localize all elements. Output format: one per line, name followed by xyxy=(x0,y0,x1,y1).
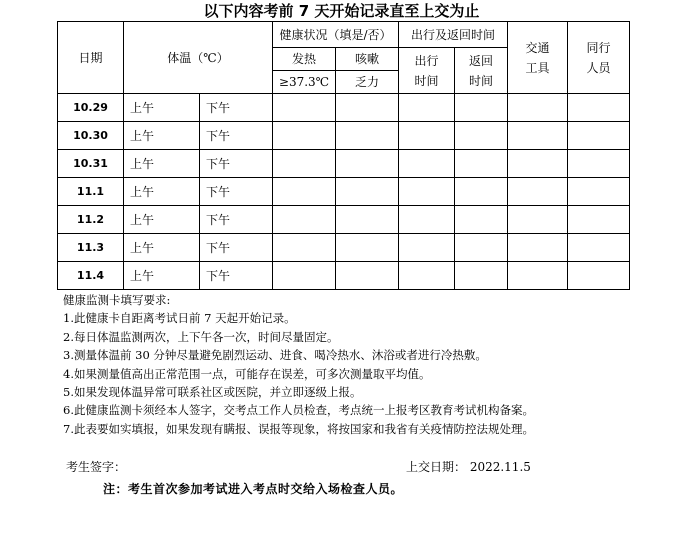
header-fever-threshold: ≥37.3℃ xyxy=(273,71,336,94)
cell-companions[interactable] xyxy=(568,94,630,122)
signature-label: 考生签字： xyxy=(66,460,127,474)
header-companions-text: 同行人员 xyxy=(586,40,611,75)
row-pm: 下午 xyxy=(200,94,273,122)
cell-fever[interactable] xyxy=(273,178,336,206)
table-row xyxy=(58,178,630,206)
table-row xyxy=(58,150,630,178)
cell-return[interactable] xyxy=(455,150,508,178)
cell-departure[interactable] xyxy=(399,122,455,150)
cell-cough[interactable] xyxy=(336,122,399,150)
row-pm: 下午 xyxy=(200,122,273,150)
cell-departure[interactable] xyxy=(399,234,455,262)
cell-fever[interactable] xyxy=(273,234,336,262)
cell-companions[interactable] xyxy=(568,262,630,290)
row-date: 11.3 xyxy=(58,234,124,262)
cell-departure[interactable] xyxy=(399,262,455,290)
requirement-item: 7.此表要如实填报，如果发现有瞒报、误报等现象，将按国家和我省有关疫情防控法规处理。 xyxy=(63,421,534,436)
row-date: 10.31 xyxy=(58,150,124,178)
cell-fever[interactable] xyxy=(273,94,336,122)
cell-companions[interactable] xyxy=(568,150,630,178)
header-transport-text: 交通工具 xyxy=(525,40,550,75)
header-companions xyxy=(568,22,630,94)
table-row xyxy=(58,206,630,234)
row-am: 上午 xyxy=(124,150,200,178)
requirements-heading: 健康监测卡填写要求: xyxy=(63,293,171,307)
row-am: 上午 xyxy=(124,262,200,290)
requirements-section xyxy=(63,291,663,438)
cell-return[interactable] xyxy=(455,122,508,150)
row-date: 11.1 xyxy=(58,178,124,206)
header-date: 日期 xyxy=(58,22,124,94)
requirement-item: 6.此健康监测卡须经本人签字，交考点工作人员检查，考点统一上报考区教育考试机构备案。 xyxy=(63,403,534,418)
row-pm: 下午 xyxy=(200,262,273,290)
cell-departure[interactable] xyxy=(399,94,455,122)
submit-date: 上交日期： 2022.11.5 xyxy=(406,460,531,474)
header-return xyxy=(455,48,508,94)
table-row xyxy=(58,122,630,150)
header-temperature: 体温（℃） xyxy=(124,22,273,94)
cell-departure[interactable] xyxy=(399,178,455,206)
cell-return[interactable] xyxy=(455,206,508,234)
cell-fever[interactable] xyxy=(273,206,336,234)
header-cough: 咳嗽 xyxy=(336,48,399,71)
requirement-item: 3.测量体温前 30 分钟尽量避免剧烈运动、进食、喝冷热水、沐浴或者进行冷热敷。 xyxy=(63,348,487,363)
cell-transport[interactable] xyxy=(508,178,568,206)
cell-transport[interactable] xyxy=(508,94,568,122)
cell-departure[interactable] xyxy=(399,150,455,178)
cell-return[interactable] xyxy=(455,178,508,206)
row-date: 10.29 xyxy=(58,94,124,122)
header-health-status: 健康状况（填是/否） xyxy=(273,22,399,48)
cell-return[interactable] xyxy=(455,262,508,290)
table-row xyxy=(58,234,630,262)
cell-transport[interactable] xyxy=(508,234,568,262)
footer-note: 注：考生首次参加考试进入考点时交给入场检查人员。 xyxy=(103,482,404,496)
row-am: 上午 xyxy=(124,178,200,206)
row-date: 11.2 xyxy=(58,206,124,234)
header-fever: 发热 xyxy=(273,48,336,71)
row-date: 10.30 xyxy=(58,122,124,150)
header-return-text: 返回时间 xyxy=(469,53,494,88)
health-monitoring-table xyxy=(57,21,630,290)
cell-companions[interactable] xyxy=(568,178,630,206)
cell-return[interactable] xyxy=(455,234,508,262)
cell-cough[interactable] xyxy=(336,178,399,206)
cell-transport[interactable] xyxy=(508,150,568,178)
table-row xyxy=(58,262,630,290)
cell-companions[interactable] xyxy=(568,234,630,262)
cell-departure[interactable] xyxy=(399,206,455,234)
cell-fever[interactable] xyxy=(273,150,336,178)
header-travel: 出行及返回时间 xyxy=(399,22,508,48)
cell-transport[interactable] xyxy=(508,262,568,290)
row-pm: 下午 xyxy=(200,178,273,206)
cell-transport[interactable] xyxy=(508,206,568,234)
header-fatigue: 乏力 xyxy=(336,71,399,94)
cell-transport[interactable] xyxy=(508,122,568,150)
cell-fever[interactable] xyxy=(273,262,336,290)
cell-cough[interactable] xyxy=(336,94,399,122)
header-departure-text: 出行时间 xyxy=(414,53,439,88)
row-pm: 下午 xyxy=(200,150,273,178)
requirement-item: 4.如果测量值高出正常范围一点，可能存在误差，可多次测量取平均值。 xyxy=(63,366,431,381)
cell-cough[interactable] xyxy=(336,150,399,178)
row-am: 上午 xyxy=(124,94,200,122)
requirement-item: 2.每日体温监测两次，上下午各一次，时间尽量固定。 xyxy=(63,329,339,344)
header-departure xyxy=(399,48,455,94)
cell-return[interactable] xyxy=(455,94,508,122)
row-am: 上午 xyxy=(124,234,200,262)
document-title: 以下内容考前 7 天开始记录直至上交为止 xyxy=(203,2,480,20)
cell-companions[interactable] xyxy=(568,122,630,150)
row-date: 11.4 xyxy=(58,262,124,290)
cell-fever[interactable] xyxy=(273,122,336,150)
cell-cough[interactable] xyxy=(336,206,399,234)
row-am: 上午 xyxy=(124,206,200,234)
row-pm: 下午 xyxy=(200,234,273,262)
requirement-item: 1.此健康卡自距离考试日前 7 天起开始记录。 xyxy=(63,311,296,326)
cell-cough[interactable] xyxy=(336,234,399,262)
row-am: 上午 xyxy=(124,122,200,150)
row-pm: 下午 xyxy=(200,206,273,234)
header-transport xyxy=(508,22,568,94)
cell-cough[interactable] xyxy=(336,262,399,290)
table-row xyxy=(58,94,630,122)
cell-companions[interactable] xyxy=(568,206,630,234)
requirement-item: 5.如果发现体温异常可联系社区或医院，并立即逐级上报。 xyxy=(63,384,362,399)
